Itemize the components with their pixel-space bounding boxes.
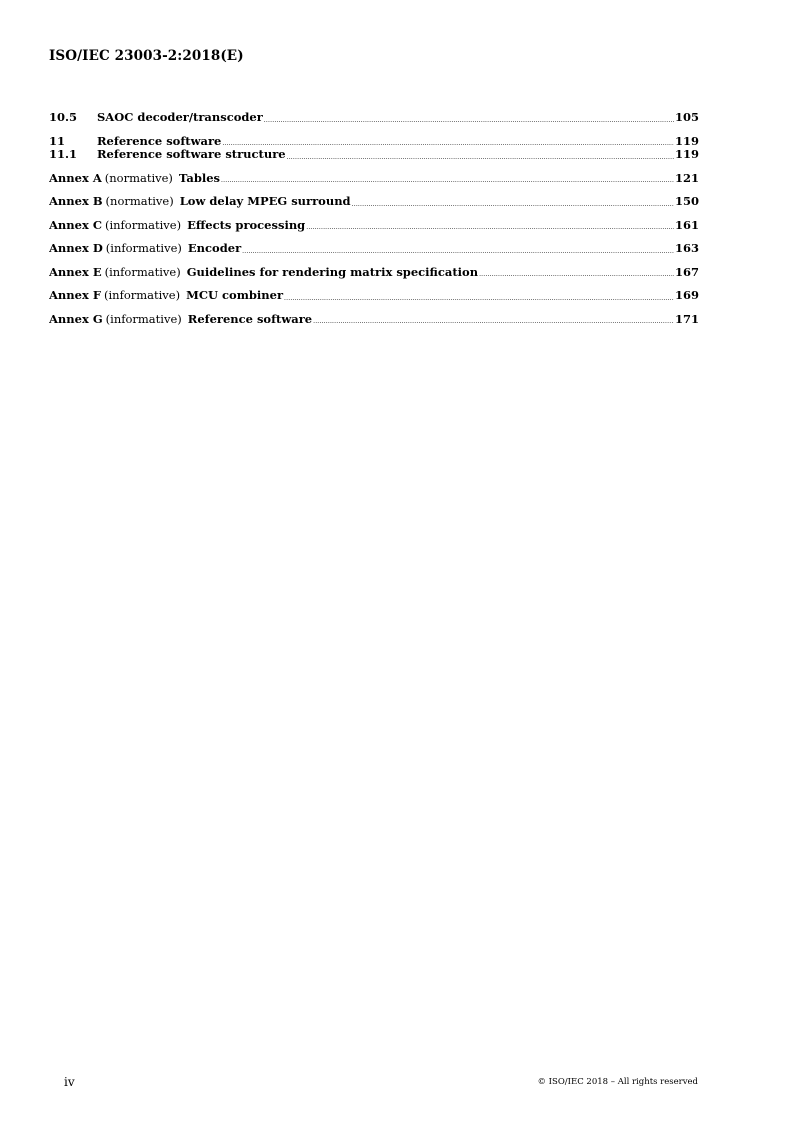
toc-entry-title: Reference software <box>97 134 222 148</box>
footer-page-number: iv <box>64 1075 75 1089</box>
document-header: ISO/IEC 23003-2:2018(E) <box>49 48 244 64</box>
toc-entry-page: 119 <box>674 148 699 161</box>
annex-label: Annex F <box>49 289 101 302</box>
annex-page: 169 <box>674 289 699 302</box>
annex-type: (informative) <box>104 265 181 279</box>
annex-label: Annex B <box>49 195 103 208</box>
toc-annex-a[interactable] <box>49 172 699 186</box>
toc-annex-c[interactable] <box>49 219 699 233</box>
toc-annex-e[interactable] <box>49 266 699 280</box>
annex-title: Tables <box>178 171 221 185</box>
toc-entry-title: Reference software structure <box>97 148 286 161</box>
annex-page: 167 <box>674 265 699 279</box>
dot-leader <box>313 317 674 326</box>
annex-type: (informative) <box>105 312 182 326</box>
toc-entry-11-1[interactable] <box>49 148 699 162</box>
footer-copyright: © ISO/IEC 2018 – All rights reserved <box>537 1077 698 1087</box>
dot-leader <box>352 200 674 209</box>
dot-leader <box>221 176 674 185</box>
annex-type: (normative) <box>105 195 174 208</box>
toc-annex-d[interactable] <box>49 242 699 256</box>
dot-leader <box>284 294 674 303</box>
annex-page: 161 <box>674 218 699 232</box>
annex-title: Low delay MPEG surround <box>179 195 351 208</box>
annex-label: Annex A <box>49 171 102 185</box>
annex-title: Guidelines for rendering matrix specification <box>186 265 479 279</box>
toc-entry-page: 105 <box>674 111 699 124</box>
annex-page: 163 <box>674 242 699 255</box>
toc-entry-number: 11.1 <box>49 148 78 161</box>
annex-title: Effects processing <box>187 218 306 232</box>
dot-leader <box>306 223 674 232</box>
annex-label: Annex E <box>49 265 102 279</box>
toc-entry-10-5[interactable] <box>49 111 699 125</box>
toc-entry-page: 119 <box>674 134 699 148</box>
annex-title: Reference software <box>187 312 313 326</box>
annex-title: Encoder <box>187 242 242 255</box>
annex-page: 121 <box>674 171 699 185</box>
toc-annex-b[interactable] <box>49 195 699 209</box>
toc-entry-11[interactable] <box>49 135 699 149</box>
annex-page: 171 <box>674 312 699 326</box>
toc-entry-title: SAOC decoder/transcoder <box>97 111 263 124</box>
annex-label: Annex D <box>49 242 103 255</box>
dot-leader <box>479 270 674 279</box>
annex-type: (informative) <box>104 218 182 232</box>
toc-entry-number: 11 <box>49 134 66 148</box>
annex-label: Annex G <box>49 312 103 326</box>
annex-page: 150 <box>674 195 699 208</box>
dot-leader <box>242 247 674 256</box>
dot-leader <box>264 116 674 125</box>
toc-annex-f[interactable] <box>49 289 699 303</box>
dot-leader <box>222 139 674 148</box>
table-of-contents <box>49 111 699 326</box>
annex-type: (normative) <box>104 171 173 185</box>
toc-entry-number: 10.5 <box>49 111 78 124</box>
toc-annex-g[interactable] <box>49 313 699 327</box>
annex-type: (informative) <box>105 242 182 255</box>
annex-label: Annex C <box>49 218 102 232</box>
annex-title: MCU combiner <box>186 289 284 302</box>
annex-type: (informative) <box>104 289 181 302</box>
dot-leader <box>287 153 674 162</box>
